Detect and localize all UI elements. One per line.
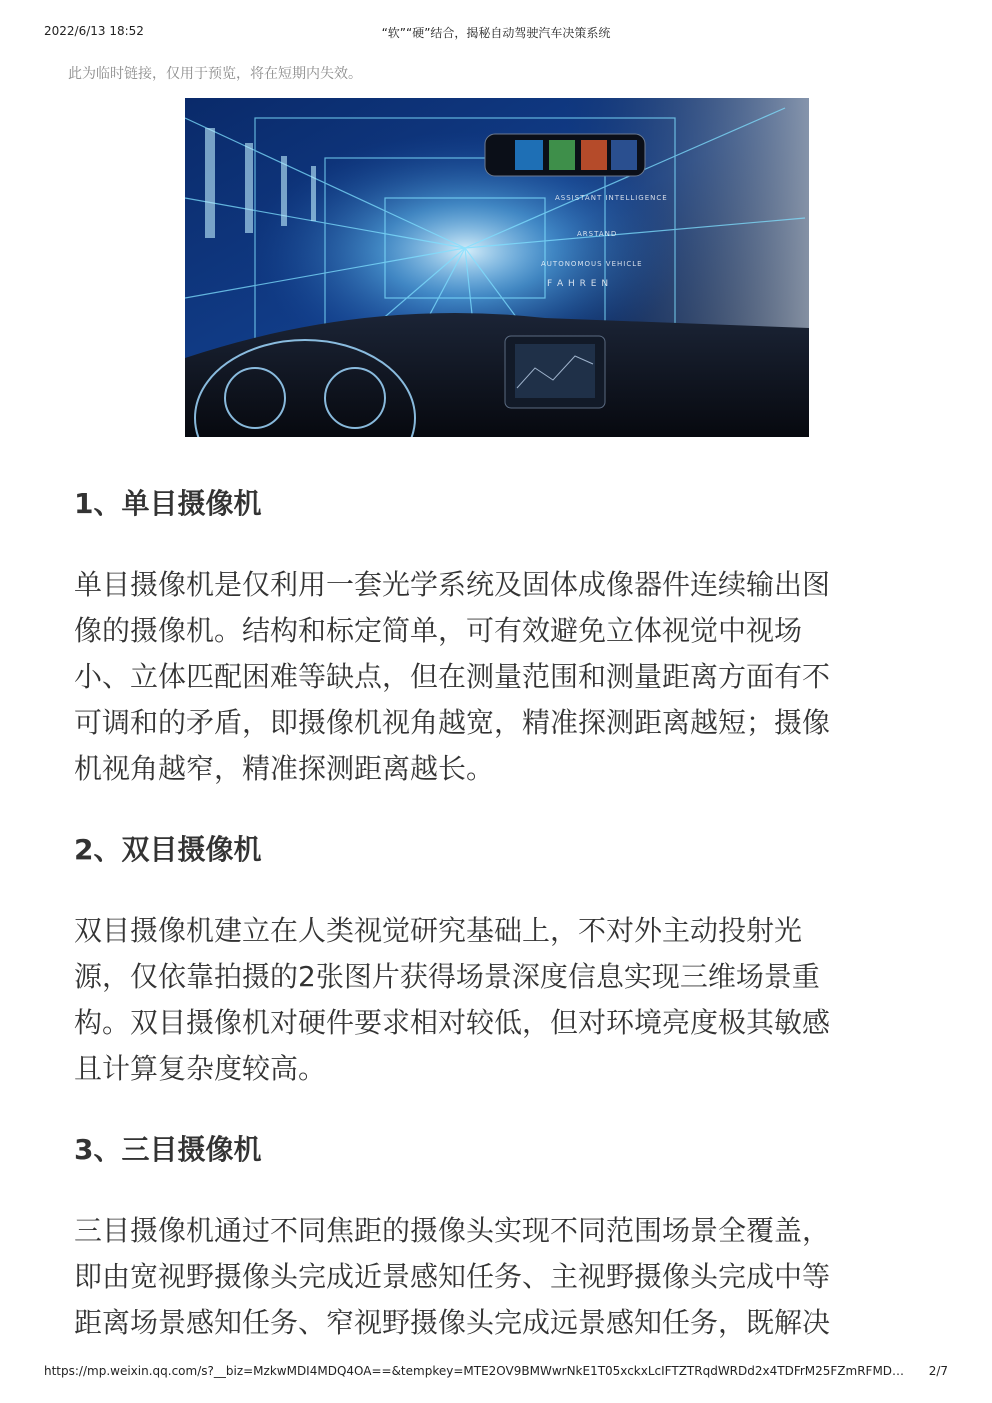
paragraph-line: 三目摄像机通过不同焦距的摄像头实现不同范围场景全覆盖， [74, 1214, 831, 1247]
print-footer-page-number: 2/7 [928, 1364, 948, 1378]
section-heading: 2、双目摄像机 [74, 833, 262, 866]
section-3 [74, 1130, 924, 1170]
hero-hud-text-3: AUTONOMOUS VEHICLE [541, 260, 643, 268]
hero-hud-text-4: F A H R E N [547, 279, 610, 289]
paragraph-line: 双目摄像机建立在人类视觉研究基础上，不对外主动投射光 [74, 914, 803, 947]
temporary-link-notice: 此为临时链接，仅用于预览，将在短期内失效。 [68, 66, 362, 82]
section-2 [74, 830, 924, 870]
paragraph-line: 且计算复杂度较高。 [74, 1052, 327, 1085]
hero-image-autonomous-driving-cockpit [185, 98, 809, 437]
paragraph-line: 像的摄像机。结构和标定简单，可有效避免立体视觉中视场 [74, 614, 803, 647]
section-paragraph [74, 1208, 924, 1346]
paragraph-line: 源，仅依靠拍摄的2张图片获得场景深度信息实现三维场景重 [74, 960, 820, 993]
hero-hud-text-2: ARSTAND [577, 230, 618, 238]
hero-illustration [185, 98, 809, 437]
section-heading: 1、单目摄像机 [74, 487, 262, 520]
print-footer-url: https://mp.weixin.qq.com/s?__biz=MzkwMDI4MDQ4OA==&tempkey=MTE2OV9BMWwrNkE1T05xckxLcIFTZTRqdWRDd2x4TDFrM25FZmRFMD… [44, 1364, 905, 1378]
section-3-body [74, 1208, 924, 1346]
paragraph-line: 机视角越窄，精准探测距离越长。 [74, 752, 495, 785]
hero-dashboard-screen [485, 134, 645, 176]
section-paragraph [74, 562, 924, 792]
paragraph-line: 距离场景感知任务、窄视野摄像头完成远景感知任务，既解决 [74, 1306, 831, 1339]
paragraph-line: 即由宽视野摄像头完成近景感知任务、主视野摄像头完成中等 [74, 1260, 831, 1293]
print-header-title: “软”“硬”结合，揭秘自动驾驶汽车决策系统 [381, 26, 611, 40]
hero-center-console [505, 336, 605, 408]
section-1-body [74, 562, 924, 792]
section-paragraph [74, 908, 924, 1092]
paragraph-line: 单目摄像机是仅利用一套光学系统及固体成像器件连续输出图 [74, 568, 831, 601]
paragraph-line: 可调和的矛盾，即摄像机视角越宽，精准探测距离越短；摄像 [74, 706, 831, 739]
paragraph-line: 构。双目摄像机对硬件要求相对较低，但对环境亮度极其敏感 [74, 1006, 831, 1039]
section-2-body [74, 908, 924, 1092]
hero-hud-text-1: ASSISTANT INTELLIGENCE [555, 194, 668, 202]
print-header-date: 2022/6/13 18:52 [44, 24, 144, 38]
paragraph-line: 小、立体匹配困难等缺点，但在测量范围和测量距离方面有不 [74, 660, 831, 693]
section-1 [74, 484, 924, 524]
section-heading: 3、三目摄像机 [74, 1133, 262, 1166]
